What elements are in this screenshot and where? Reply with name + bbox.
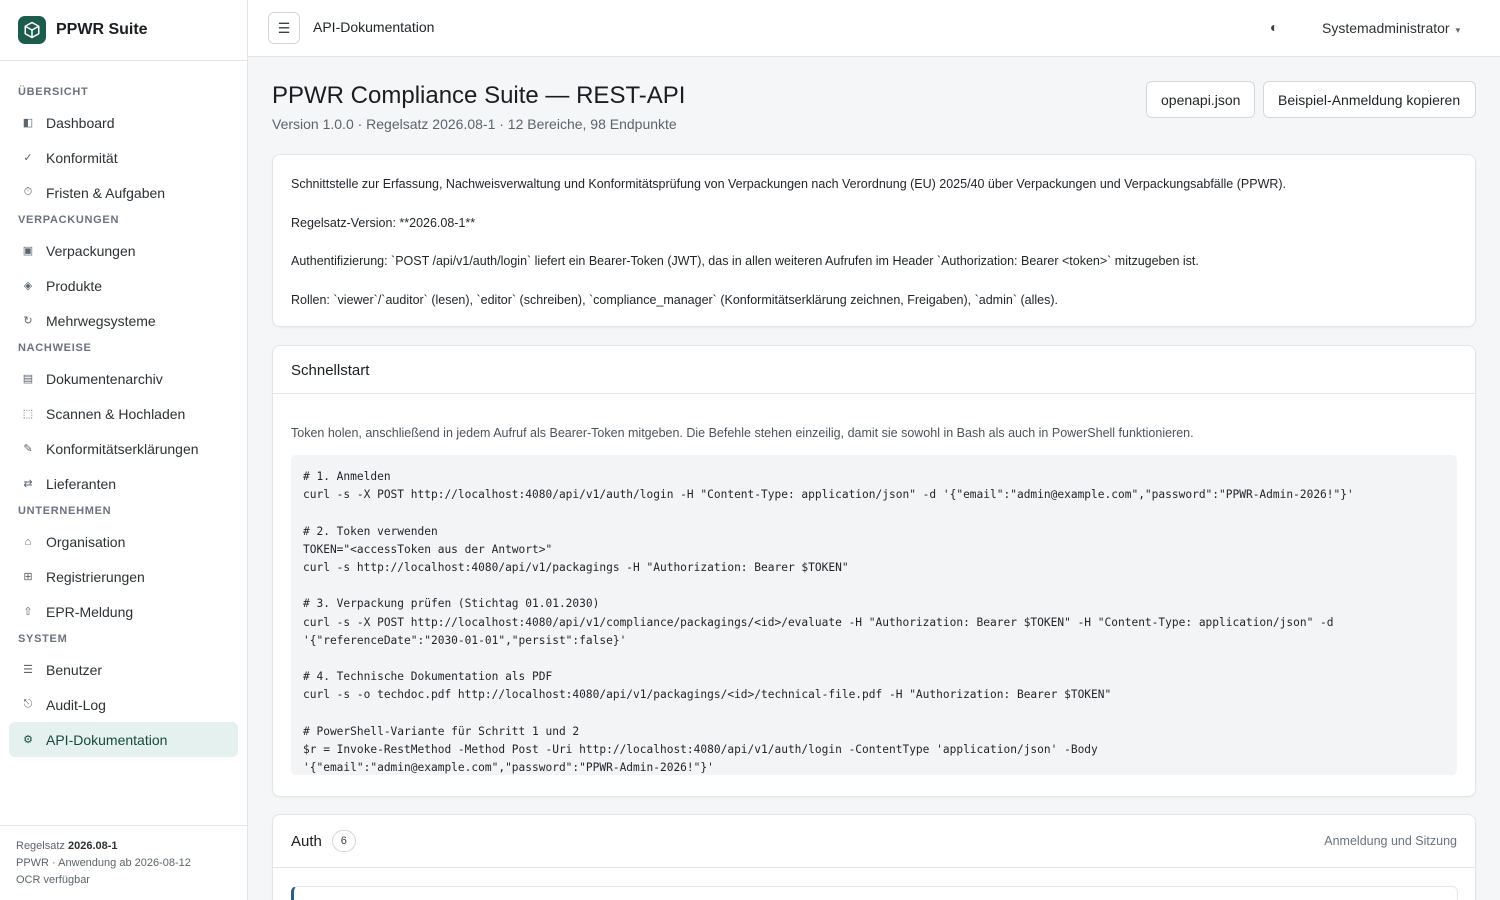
sidebar-item-api-dokumentation[interactable] bbox=[9, 722, 238, 757]
ocr-status: OCR verfügbar bbox=[16, 874, 90, 886]
sidebar-item-label: Dokumentenarchiv bbox=[46, 370, 163, 387]
nav-section-heading: NACHWEISE bbox=[18, 342, 92, 354]
endpoint-item[interactable] bbox=[291, 886, 1458, 900]
sidebar-nav bbox=[0, 61, 247, 757]
fristen-aufgaben-icon: ⏱ bbox=[23, 186, 33, 198]
sidebar-item-verpackungen[interactable] bbox=[9, 233, 238, 268]
sidebar-item-fristen-aufgaben[interactable] bbox=[9, 175, 238, 210]
sidebar-item-label: Verpackungen bbox=[46, 242, 136, 259]
theme-toggle-icon[interactable]: ◐ bbox=[1270, 19, 1279, 35]
produkte-icon: ◈ bbox=[23, 280, 33, 292]
sidebar-item-scannen-hochladen[interactable] bbox=[9, 396, 238, 431]
chevron-down-icon: ▾ bbox=[1455, 25, 1461, 35]
sidebar-item-dokumentenarchiv[interactable] bbox=[9, 361, 238, 396]
sidebar-item-label: Registrierungen bbox=[46, 568, 145, 585]
ruleset-label: Regelsatz bbox=[16, 840, 65, 852]
sidebar-item-registrierungen[interactable] bbox=[9, 559, 238, 594]
benutzer-icon: ☰ bbox=[23, 664, 33, 676]
ruleset-value: 2026.08-1 bbox=[67, 840, 118, 852]
epr-meldung-icon: ⇧ bbox=[23, 606, 33, 618]
quickstart-title: Schnellstart bbox=[273, 346, 1475, 394]
nav-section-heading: VERPACKUNGEN bbox=[18, 214, 120, 226]
scannen-hochladen-icon: ⬚ bbox=[22, 408, 34, 420]
hamburger-icon: ☰ bbox=[277, 19, 291, 36]
sidebar-item-label: Produkte bbox=[46, 277, 103, 294]
sidebar-item-benutzer[interactable] bbox=[9, 652, 238, 687]
topbar-title: API-Dokumentation bbox=[313, 19, 435, 35]
sidebar-item-label: Konformität bbox=[46, 149, 118, 166]
sidebar bbox=[0, 0, 248, 900]
app-name: PPWR Suite bbox=[56, 21, 148, 38]
sidebar-item-label: Dashboard bbox=[46, 114, 115, 131]
auth-section-header[interactable] bbox=[273, 815, 1475, 868]
audit-log-icon: ⎋ bbox=[23, 698, 33, 710]
verpackungen-icon: ▣ bbox=[22, 245, 34, 257]
quickstart-card bbox=[272, 345, 1476, 797]
sidebar-item-label: Audit-Log bbox=[46, 696, 106, 713]
sidebar-item-audit-log[interactable] bbox=[9, 687, 238, 722]
nav-section-heading: ÜBERSICHT bbox=[18, 86, 89, 98]
sidebar-item-label: Benutzer bbox=[46, 661, 103, 678]
mehrwegsysteme-icon: ↻ bbox=[23, 315, 33, 327]
cube-logo-icon bbox=[18, 16, 46, 44]
sidebar-item-konformitätserklärungen[interactable] bbox=[9, 431, 238, 466]
sidebar-footer bbox=[0, 825, 247, 889]
quickstart-code-block[interactable]: # 1. Anmelden curl -s -X POST http://localhost:4080/api/v1/auth/login -H "Content-Type: application/json" -d '{"email":"admin@example.com","password":"PPWR-Admin-2026!"}' # 2. Token verwenden TOKEN="<accessToken aus der Antwort>" curl -s http://localhost:4080/api/v1/packagings -H "Authorization: Bearer $TOKEN" # 3. Verpackung prüfen (Stichtag 01.01.2030) curl -s -X POST http://localhost:4080/api/v1/compliance/packagings/<id>/evaluate -H "Authorization: Bearer $TOKEN" -H "Content-Type: application/json" -d '{"referenceDate":"2030-01-01","persist":false}' # 4. Technische Dokumentation als PDF curl -s -o techdoc.pdf http://localhost:4080/api/v1/packagings/<id>/technical-file.pdf -H "Authorization: Bearer $TOKEN" # PowerShell-Variante für Schritt 1 und 2 $r = Invoke-RestMethod -Method Post -Uri http://localhost:4080/api/v1/auth/login -ContentType 'application/json' -Body '{"email":"admin@example.com","password":"PPWR-Admin-2026!"}' bbox=[291, 455, 1457, 775]
endpoint-count-badge: 6 bbox=[332, 830, 356, 852]
intro-paragraph: Rollen: `viewer`/`auditor` (lesen), `editor` (schreiben), `compliance_manager` (Konformitätserklärung zeichnen, Freigaben), `admin` (alles). bbox=[291, 292, 1058, 307]
api-intro-card bbox=[272, 154, 1476, 327]
user-name: Systemadministrator bbox=[1322, 20, 1450, 36]
intro-paragraph: Schnittstelle zur Erfassung, Nachweisverwaltung und Konformitätsprüfung von Verpackungen nach Verordnung (EU) 2025/40 über Verpackungen und Verpackungsabfälle (PPWR). bbox=[291, 177, 1287, 191]
sidebar-item-label: EPR-Meldung bbox=[46, 603, 134, 620]
api-dokumentation-icon: ⚙ bbox=[23, 734, 33, 746]
dokumentenarchiv-icon: ▤ bbox=[22, 373, 34, 385]
sidebar-item-label: Scannen & Hochladen bbox=[46, 405, 186, 422]
page-subtitle: Version 1.0.0 · Regelsatz 2026.08-1 · 12 Bereiche, 98 Endpunkte bbox=[272, 116, 677, 132]
copy-login-example-button[interactable]: Beispiel-Anmeldung kopieren bbox=[1263, 81, 1476, 118]
nav-section-heading: SYSTEM bbox=[18, 633, 68, 645]
menu-toggle-button[interactable] bbox=[268, 12, 300, 44]
quickstart-description: Token holen, anschließend in jedem Aufruf als Bearer-Token mitgeben. Die Befehle stehen einzeilig, damit sie sowohl in Bash als auch in PowerShell funktionieren. bbox=[291, 426, 1194, 440]
konformitätserklärungen-icon: ✎ bbox=[23, 443, 33, 455]
application-date: PPWR · Anwendung ab 2026-08-12 bbox=[16, 857, 191, 869]
user-menu[interactable] bbox=[1322, 20, 1460, 36]
registrierungen-icon: ⊞ bbox=[23, 571, 33, 583]
intro-paragraph: Regelsatz-Version: **2026.08-1** bbox=[291, 215, 476, 230]
sidebar-item-label: Lieferanten bbox=[46, 475, 117, 492]
sidebar-item-produkte[interactable] bbox=[9, 268, 238, 303]
dashboard-icon: ◧ bbox=[22, 117, 34, 129]
sidebar-item-lieferanten[interactable] bbox=[9, 466, 238, 501]
sidebar-item-label: Organisation bbox=[46, 533, 126, 550]
brand[interactable] bbox=[0, 0, 247, 61]
sidebar-item-dashboard[interactable] bbox=[9, 105, 238, 140]
sidebar-item-label: Fristen & Aufgaben bbox=[46, 184, 166, 201]
sidebar-item-label: Konformitätserklärungen bbox=[46, 440, 199, 457]
organisation-icon: ⌂ bbox=[24, 535, 32, 548]
topbar bbox=[248, 0, 1500, 57]
sidebar-item-label: Mehrwegsysteme bbox=[46, 312, 156, 329]
auth-section-title: Auth bbox=[291, 832, 322, 850]
auth-section-hint: Anmeldung und Sitzung bbox=[1324, 834, 1457, 848]
lieferanten-icon: ⇄ bbox=[23, 478, 33, 490]
sidebar-item-organisation[interactable] bbox=[9, 524, 238, 559]
sidebar-item-konformität[interactable] bbox=[9, 140, 238, 175]
nav-section-heading: UNTERNEHMEN bbox=[18, 505, 112, 517]
auth-section-card bbox=[272, 814, 1476, 900]
intro-paragraph: Authentifizierung: `POST /api/v1/auth/login` liefert ein Bearer-Token (JWT), das in allen weiteren Aufrufen im Header `Authorization: Bearer <token>` mitzugeben ist. bbox=[291, 254, 1199, 268]
sidebar-item-mehrwegsysteme[interactable] bbox=[9, 303, 238, 338]
sidebar-item-label: API-Dokumentation bbox=[46, 731, 168, 748]
sidebar-item-epr-meldung[interactable] bbox=[9, 594, 238, 629]
page-title: PPWR Compliance Suite — REST-API bbox=[272, 82, 686, 109]
openapi-json-button[interactable]: openapi.json bbox=[1146, 81, 1255, 118]
konformität-icon: ✓ bbox=[23, 152, 33, 164]
